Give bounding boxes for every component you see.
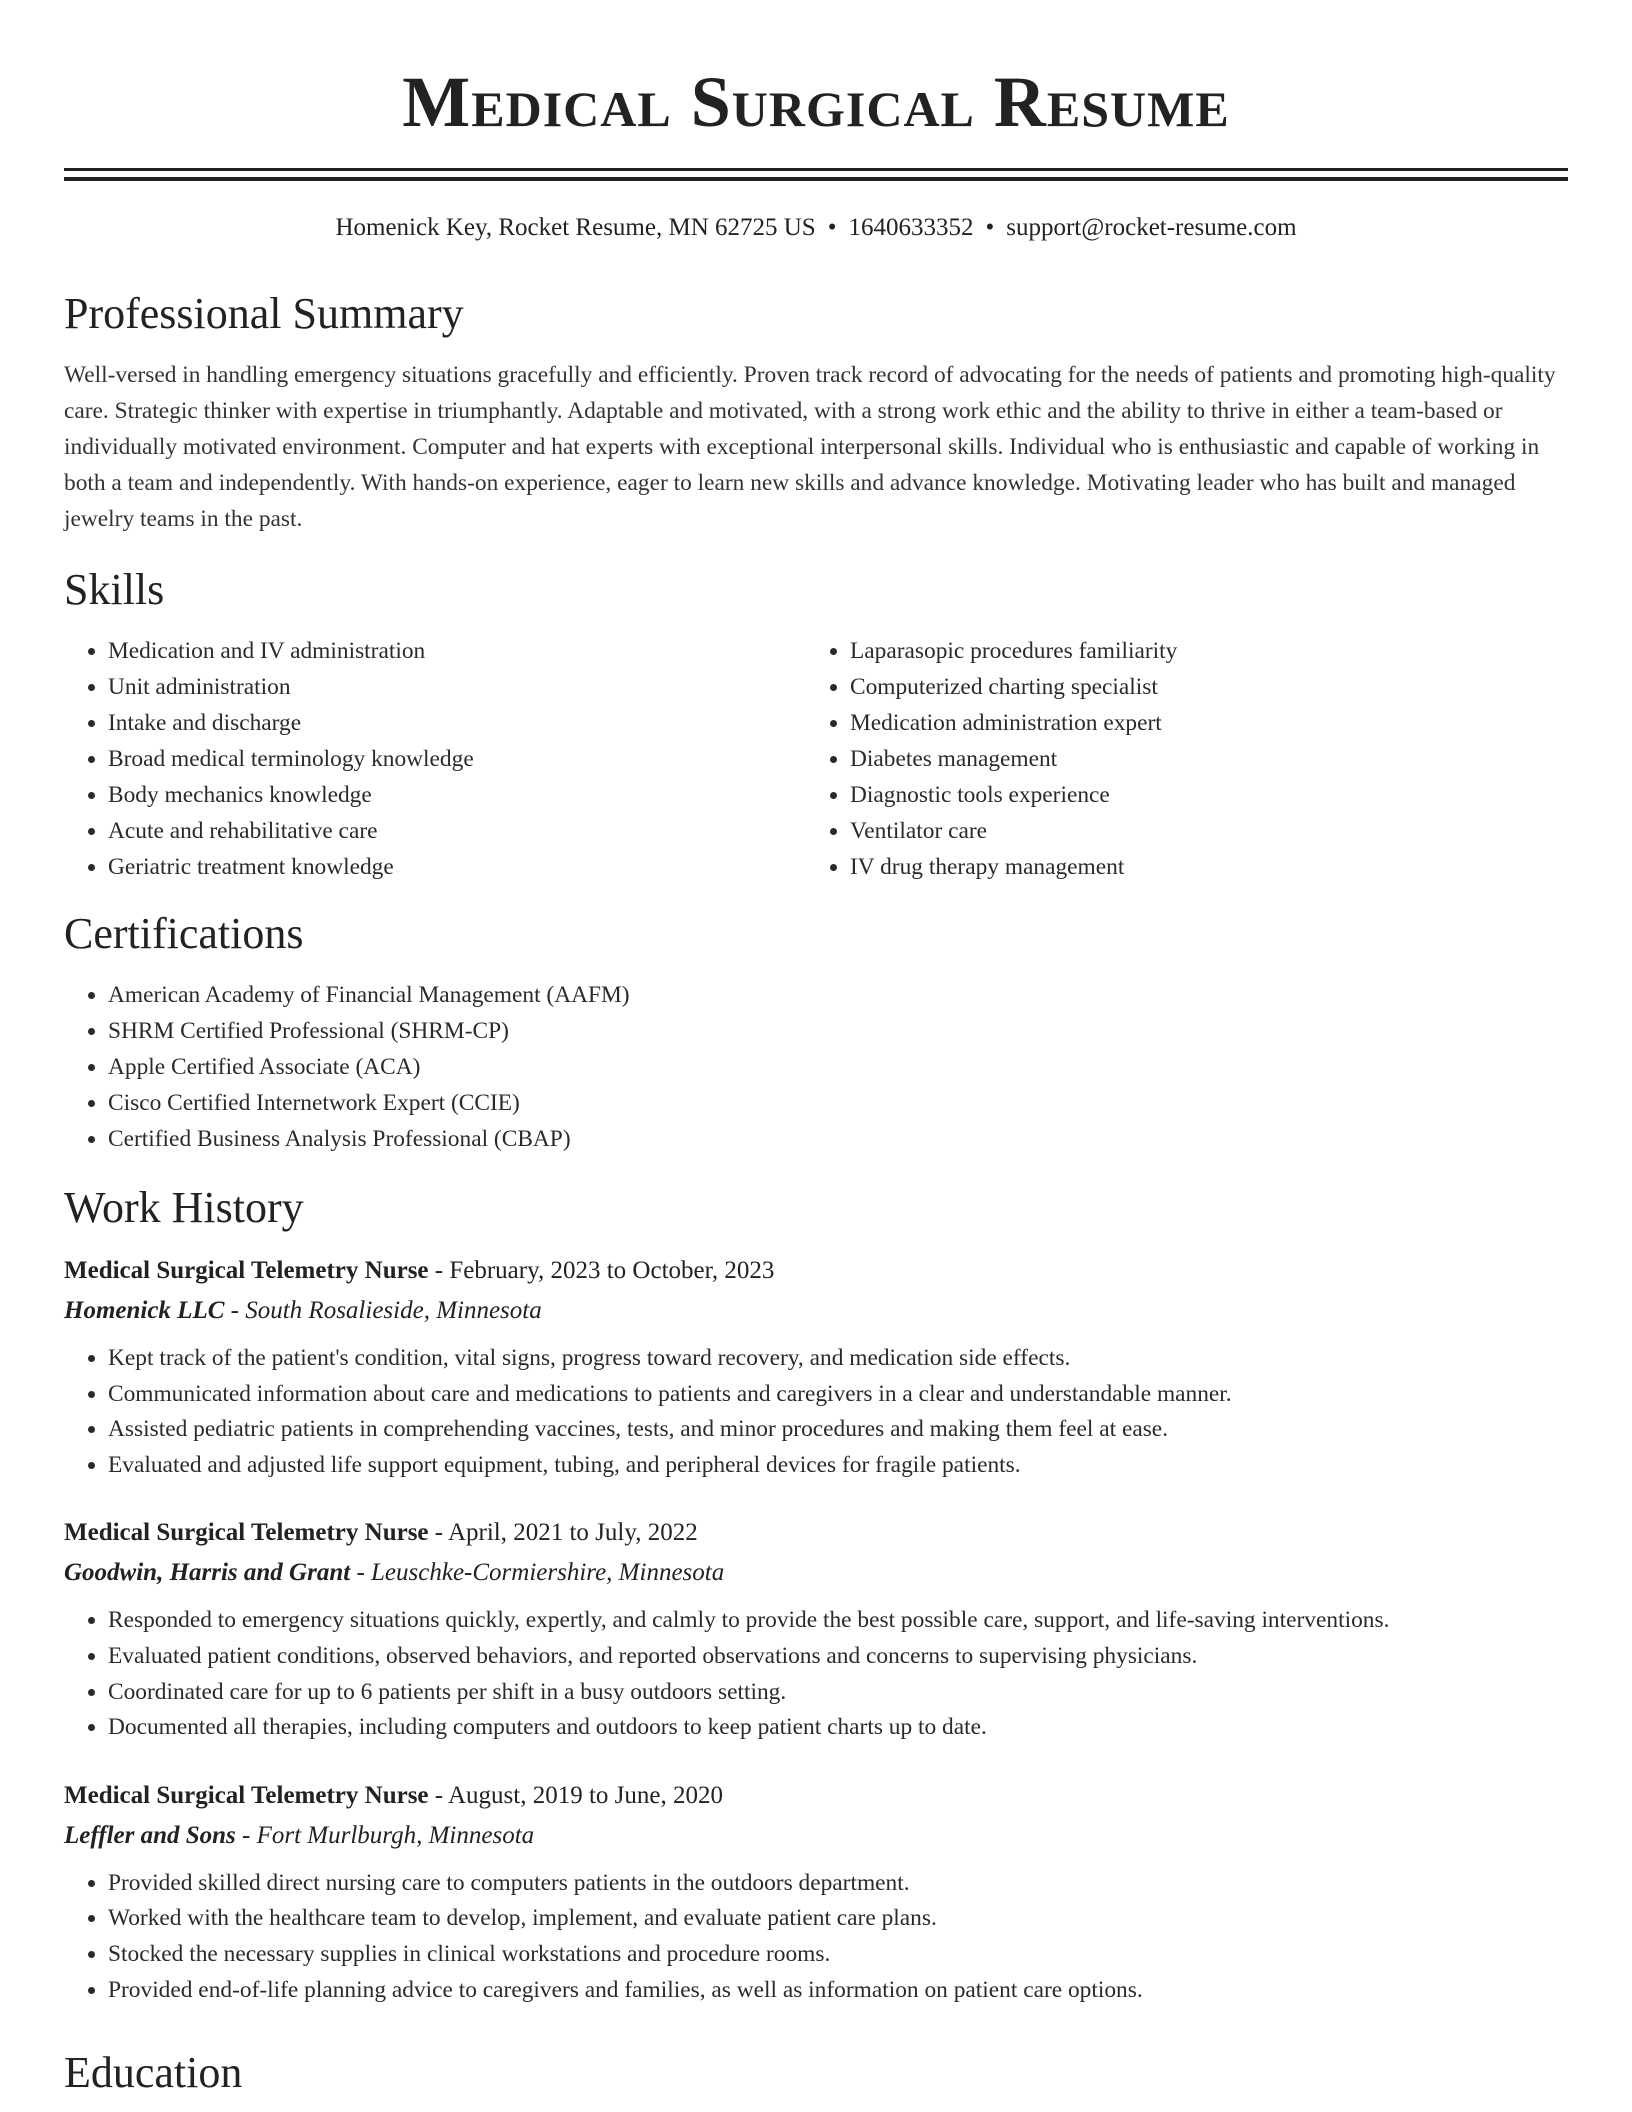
job-duty: • Provided skilled direct nursing care to computers patients in the outdoors department.	[108, 1866, 1568, 1902]
education-heading: Education	[64, 2048, 243, 2098]
job-entry	[64, 1513, 1568, 1745]
job-company-line	[64, 1816, 1568, 1856]
skill-item: • Medication administration expert	[850, 705, 1548, 741]
job-duties-list	[64, 1866, 1568, 2008]
job-duty: • Coordinated care for up to 6 patients per shift in a busy outdoors setting.	[108, 1675, 1568, 1711]
certification-item: • Certified Business Analysis Professional (CBAP)	[108, 1121, 1568, 1157]
contact-separator: •	[827, 214, 837, 241]
certifications-heading: Certifications	[64, 909, 304, 958]
job-location: Leuschke-Cormiershire, Minnesota	[371, 1559, 725, 1587]
job-dash: -	[428, 1257, 450, 1284]
job-duty: • Assisted pediatric patients in comprehending vaccines, tests, and minor procedures and making them feel at ease.	[108, 1412, 1568, 1448]
skills-list-right	[806, 633, 1548, 885]
contact-address: Homenick Key, Rocket Resume, MN 62725 US	[335, 214, 816, 241]
job-duty: • Responded to emergency situations quickly, expertly, and calmly to provide the best possible care, support, and life-saving interventions.	[108, 1603, 1568, 1639]
skill-item: • Intake and discharge	[108, 705, 806, 741]
contact-line	[64, 213, 1568, 243]
certification-item: • American Academy of Financial Management (AAFM)	[108, 977, 1568, 1013]
summary-heading: Professional Summary	[64, 289, 464, 338]
job-duty: • Worked with the healthcare team to develop, implement, and evaluate patient care plans.	[108, 1901, 1568, 1937]
skill-item: • Diabetes management	[850, 741, 1548, 777]
job-duties-list	[64, 1603, 1568, 1745]
job-company: Leffler and Sons	[64, 1821, 236, 1849]
job-location: Fort Murlburgh, Minnesota	[256, 1821, 535, 1849]
job-title-line	[64, 1251, 1568, 1291]
job-duty: • Documented all therapies, including computers and outdoors to keep patient charts up to date.	[108, 1710, 1568, 1746]
job-dates: August, 2019 to June, 2020	[447, 1781, 723, 1809]
skills-columns	[64, 633, 1568, 885]
job-dates: February, 2023 to October, 2023	[449, 1257, 775, 1284]
skills-list-left	[64, 633, 806, 885]
certification-item: • Apple Certified Associate (ACA)	[108, 1049, 1568, 1085]
contact-separator: •	[985, 214, 995, 241]
job-dash: -	[428, 1519, 448, 1547]
resume-title: Medical Surgical Resume	[402, 62, 1230, 142]
resume-page	[64, 0, 1568, 2098]
skill-item: • Unit administration	[108, 669, 806, 705]
skill-item: • Ventilator care	[850, 813, 1548, 849]
job-title-line	[64, 1513, 1568, 1553]
job-duty: • Stocked the necessary supplies in clinical workstations and procedure rooms.	[108, 1937, 1568, 1973]
skill-item: • Acute and rehabilitative care	[108, 813, 806, 849]
job-company: Homenick LLC	[64, 1297, 225, 1324]
skill-item: • Body mechanics knowledge	[108, 777, 806, 813]
job-dash: -	[350, 1559, 372, 1587]
title-divider-thin	[64, 168, 1568, 171]
job-dash: -	[224, 1297, 246, 1324]
certification-item: • Cisco Certified Internetwork Expert (CCIE)	[108, 1085, 1568, 1121]
skill-item: • Medication and IV administration	[108, 633, 806, 669]
job-title: Medical Surgical Telemetry Nurse	[64, 1519, 429, 1547]
skill-item: • Laparasopic procedures familiarity	[850, 633, 1548, 669]
skill-item: • Diagnostic tools experience	[850, 777, 1548, 813]
job-dash: -	[428, 1781, 448, 1809]
job-duty: • Evaluated patient conditions, observed behaviors, and reported observations and concerns to supervising physicians.	[108, 1639, 1568, 1675]
title-divider-thick	[64, 177, 1568, 181]
work-history-heading: Work History	[64, 1183, 304, 1232]
skill-item: • Broad medical terminology knowledge	[108, 741, 806, 777]
job-company-line	[64, 1553, 1568, 1593]
contact-phone: 1640633352	[848, 214, 974, 241]
job-entry	[64, 1251, 1568, 1483]
job-title: Medical Surgical Telemetry Nurse	[64, 1781, 429, 1809]
summary-text: Well-versed in handling emergency situations gracefully and efficiently. Proven track record of advocating for the needs of patients and promoting high-quality care. Strategic thinker with expertise in triumphantly. Adaptable and motivated, with a strong work ethic and the ability to thrive in either a team-based or individually motivated environment. Computer and hat experts with exceptional interpersonal skills. Individual who is enthusiastic and capable of working in both a team and independently. With hands-on experience, eager to learn new skills and advance knowledge. Motivating leader who has built and managed jewelry teams in the past.	[64, 362, 1556, 532]
job-dates: April, 2021 to July, 2022	[447, 1519, 698, 1547]
job-title: Medical Surgical Telemetry Nurse	[64, 1257, 429, 1284]
contact-email: support@rocket-resume.com	[1006, 214, 1297, 241]
skills-heading: Skills	[64, 565, 165, 614]
job-title-line	[64, 1776, 1568, 1816]
job-company: Goodwin, Harris and Grant	[64, 1559, 351, 1587]
job-duties-list	[64, 1341, 1568, 1483]
skill-item: • Geriatric treatment knowledge	[108, 849, 806, 885]
job-entry	[64, 1776, 1568, 2008]
job-company-line	[64, 1291, 1568, 1331]
certification-item: • SHRM Certified Professional (SHRM-CP)	[108, 1013, 1568, 1049]
job-duty: • Evaluated and adjusted life support equipment, tubing, and peripheral devices for fragile patients.	[108, 1448, 1568, 1484]
job-location: South Rosalieside, Minnesota	[245, 1297, 542, 1324]
job-duty: • Communicated information about care and medications to patients and caregivers in a clear and understandable manner.	[108, 1377, 1568, 1413]
skill-item: • IV drug therapy management	[850, 849, 1548, 885]
job-dash: -	[235, 1821, 257, 1849]
certifications-list	[64, 977, 1568, 1157]
job-duty: • Kept track of the patient's condition, vital signs, progress toward recovery, and medication side effects.	[108, 1341, 1568, 1377]
skill-item: • Computerized charting specialist	[850, 669, 1548, 705]
job-duty: • Provided end-of-life planning advice to caregivers and families, as well as information on patient care options.	[108, 1973, 1568, 2009]
